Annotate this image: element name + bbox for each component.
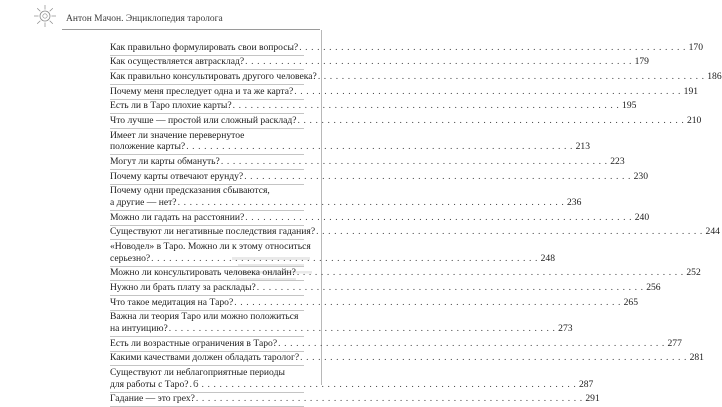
toc-leader-dots	[318, 71, 705, 83]
toc-entry-title: Можно ли гадать на расстоянии?	[110, 211, 245, 223]
toc-page-number: 179	[634, 56, 649, 68]
toc-page-number: 195	[622, 100, 637, 112]
toc-leader-dots	[186, 141, 573, 153]
toc-entry-line	[110, 281, 661, 294]
toc-page-number: 236	[567, 196, 582, 208]
toc-entry	[110, 226, 720, 241]
toc-entry-title-line: Имеет ли значение перевернутое	[110, 129, 245, 141]
toc-page-number: 186	[707, 70, 722, 82]
toc-page-number: 256	[646, 281, 661, 293]
toc-entry	[110, 311, 573, 337]
toc-entry-line	[110, 56, 649, 68]
toc-page-number: 213	[575, 141, 590, 153]
toc-leader-dots	[196, 393, 583, 405]
toc-leader-dots	[221, 156, 608, 168]
toc-entry-line	[110, 393, 600, 405]
toc-entry	[110, 296, 639, 311]
toc-entry-line	[110, 352, 704, 364]
toc-entry-title-line: Существуют ли неблагоприятные периоды	[110, 366, 285, 378]
toc-page-number: 252	[686, 267, 701, 279]
toc-leader-dots	[234, 297, 621, 309]
toc-entry	[110, 56, 649, 71]
toc-entry-title: Как правильно формулировать свои вопросы?	[110, 41, 299, 53]
toc-entry	[110, 70, 722, 85]
toc-entry-title: для работы с Таро?	[110, 378, 189, 390]
toc-leader-dots	[151, 253, 538, 265]
toc-entry-title: Есть ли в Таро плохие карты?	[110, 100, 232, 112]
toc-page-number: 265	[623, 296, 639, 308]
toc-entry	[110, 393, 600, 407]
toc-leader-dots	[297, 267, 684, 279]
toc-entry-title: Как осуществляется автрасклад?	[110, 56, 245, 68]
toc-entry-line	[110, 337, 682, 350]
toc-entry-title-line: «Новодел» в Таро. Можно ли к этому относиться	[110, 240, 311, 252]
toc-leader-dots	[316, 226, 703, 238]
toc-entry-title: Могут ли карты обмануть?	[110, 155, 220, 167]
toc-entry-line	[110, 211, 650, 224]
toc-page-number: 230	[633, 170, 648, 182]
toc-entry	[110, 85, 699, 100]
toc-leader-dots	[278, 338, 665, 350]
toc-entry-line	[110, 226, 720, 238]
toc-entry	[110, 211, 650, 226]
toc-entry	[110, 100, 637, 115]
toc-leader-dots	[233, 100, 620, 112]
toc-entry	[110, 337, 682, 352]
toc-page-number: 191	[683, 85, 699, 97]
toc-entry	[110, 267, 701, 282]
toc-entry-title: Есть ли возрастные ограничения в Таро?	[110, 337, 278, 349]
toc-entry	[110, 170, 648, 185]
toc-entry-title: Какими качествами должен обладать таролог?	[110, 352, 300, 364]
toc-page-number: 240	[634, 211, 650, 223]
page-header	[62, 11, 322, 33]
toc-entry	[110, 366, 594, 392]
toc-page-number: 281	[689, 352, 704, 364]
toc-entry-line	[110, 296, 639, 309]
sun-emblem-icon	[32, 3, 58, 29]
toc-leader-dots	[294, 86, 681, 98]
toc-entry-line	[110, 100, 637, 112]
toc-leader-dots	[190, 379, 577, 391]
toc-entry-title: Нужно ли брать плату за расклады?	[110, 281, 256, 293]
toc-entry-line	[110, 196, 582, 209]
table-of-contents	[110, 41, 722, 407]
toc-entry-line	[110, 85, 699, 98]
toc-entry	[110, 155, 625, 170]
toc-leader-dots	[245, 56, 632, 68]
toc-entry-title-line: Почему одни предсказания сбываются,	[110, 185, 270, 197]
toc-leader-dots	[299, 42, 686, 54]
toc-entry-line	[110, 41, 703, 54]
toc-page-number: 248	[540, 252, 555, 264]
toc-leader-dots	[244, 171, 631, 183]
toc-page-number: 244	[705, 226, 720, 238]
toc-entry	[110, 114, 702, 129]
toc-leader-dots	[245, 212, 632, 224]
toc-entry	[110, 352, 704, 367]
toc-entry-title: а другие — нет?	[110, 196, 177, 208]
toc-entry	[110, 129, 590, 155]
toc-entry-line	[110, 252, 555, 265]
toc-leader-dots	[257, 282, 644, 294]
toc-entry-line	[110, 155, 625, 168]
toc-entry-title: серьезно?	[110, 252, 151, 264]
toc-page-number: 223	[610, 155, 625, 167]
toc-entry-line	[110, 378, 594, 391]
toc-entry	[110, 41, 703, 56]
toc-page-number: 170	[688, 41, 703, 53]
toc-page-number: 291	[585, 393, 600, 405]
toc-entry-line	[110, 170, 648, 183]
toc-entry-title: Почему меня преследует одна и та же карта?	[110, 85, 294, 97]
toc-entry-title: Что лучше — простой или сложный расклад?	[110, 114, 297, 126]
toc-entry-title-line: Важна ли теория Таро или можно положиться	[110, 311, 299, 323]
toc-page-number: 273	[558, 322, 573, 334]
toc-leader-dots	[298, 115, 685, 127]
toc-entry-title: положение карты?	[110, 141, 186, 153]
toc-page-number: 210	[686, 114, 702, 126]
toc-entry-title: Гадание — это грех?	[110, 393, 195, 405]
toc-leader-dots	[300, 352, 687, 364]
toc-entry-title: Как правильно консультировать другого человека?	[110, 70, 317, 82]
toc-entry-line	[110, 141, 590, 153]
toc-entry-title: Можно ли консультировать человека онлайн?	[110, 267, 296, 279]
toc-page-number: 277	[667, 337, 682, 349]
toc-entry-line	[110, 114, 702, 127]
toc-entry-title: на интуицию?	[110, 322, 168, 334]
toc-entry	[110, 240, 555, 266]
running-head: Антон Мачон. Энциклопедия таролога	[66, 14, 223, 24]
toc-leader-dots	[169, 323, 556, 335]
page-number: 6	[193, 378, 199, 390]
toc-entry-line	[110, 267, 701, 279]
toc-leader-dots	[178, 197, 565, 209]
toc-entry	[110, 281, 661, 296]
header-rule	[62, 29, 320, 30]
toc-entry	[110, 185, 582, 211]
toc-entry-line	[110, 322, 573, 335]
toc-entry-line	[110, 70, 722, 83]
toc-entry-title: Существуют ли негативные последствия гадания?	[110, 226, 316, 238]
toc-entry-title: Что такое медитация на Таро?	[110, 296, 234, 308]
toc-page-number: 287	[578, 378, 594, 390]
toc-entry-title: Почему карты отвечают ерунду?	[110, 170, 244, 182]
